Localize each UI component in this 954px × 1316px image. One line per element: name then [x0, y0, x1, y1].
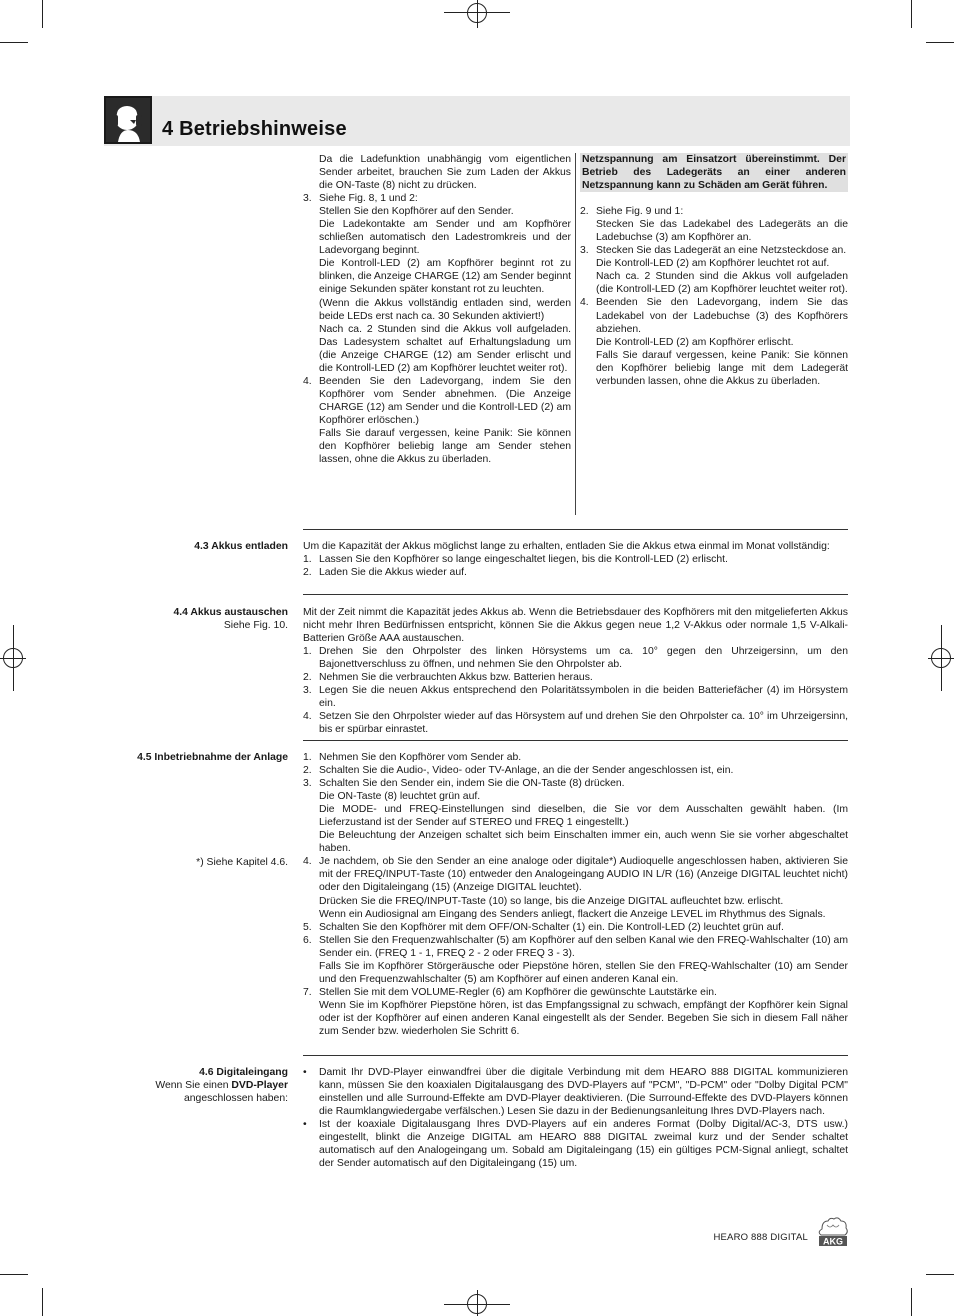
page-title: 4 Betriebshinweise	[162, 118, 347, 140]
akg-logo	[816, 1215, 850, 1249]
section-rule	[303, 740, 848, 741]
list-item: 5. Schalten Sie den Kopfhörer mit dem OFF/ON-Schalter (1) ein. Die Kontroll-LED (2) leuchtet grün auf.	[303, 921, 784, 933]
warning-box: Netzspannung am Einsatzort übereinstimmt. Der Betrieb des Ladegeräts an einer anderen Netzspannung kann zu Schäden am Gerät führen.	[582, 154, 846, 192]
list-item: • Ist der koaxiale Digitalausgang Ihres DVD-Players auf ein anderes Format (Dolby Digital/AC-3, DTS usw.) eingestellt, blinkt die Anzeige DIGITAL am HEARO 888 DIGITAL zweimal kurz und der Sender schaltet automatisch auf den Analogeingang um. Sobald am Digitaleingang (15) ein gültiges PCM-Signal anliegt, schaltet der Sender automatisch auf den Digitaleingang (15) um.	[303, 1119, 848, 1170]
list-item: 4. Beenden Sie den Ladevorgang, indem Sie das Ladekabel von der Ladebuchse (3) des Kopfhörers abziehen. Die Kontroll-LED (2) am Kopfhörer erlischt. Falls Sie darauf vergessen, keine Panik: Sie können den Kopfhörer beliebig lange mit dem Ladegerät verbunden lassen, ohne die Akkus zu überladen.	[580, 297, 848, 387]
section-rule	[303, 1055, 848, 1056]
list-item: 1. Nehmen Sie den Kopfhörer vom Sender ab.	[303, 752, 522, 763]
section-4-3-body: Um die Kapazität der Akkus möglichst lange zu erhalten, entladen Sie die Akkus etwa einmal im Monat vollständig: 1. Lassen Sie den Kopfhörer so lange eingeschaltet liegen, bis die Kontroll-LED (2) erlischt. 2. Laden Sie die Akkus wieder auf.	[303, 540, 848, 579]
list-item: 1. Lassen Sie den Kopfhörer so lange eingeschaltet liegen, bis die Kontroll-LED (2) erlischt.	[303, 554, 728, 566]
intro-paragraph: Da die Ladefunktion unabhängig vom eigentlichen Sender arbeitet, brauchen Sie zum Laden der Akkus die ON-Taste (8) nicht zu drücken.	[319, 154, 571, 192]
footnote-reference: *) Siehe Kapitel 4.6.	[196, 857, 288, 868]
left-column	[303, 153, 571, 466]
list-item: 3. Stecken Sie das Ladegerät an eine Netzsteckdose an. Die Kontroll-LED (2) am Kopfhörer leuchtet rot auf. Nach ca. 2 Stunden sind die Akkus voll aufgeladen (die Kontroll-LED (2) am Kopfhörer leuchtet weiter rot).	[580, 245, 848, 296]
section-heading-4-3: 4.3 Akkus entladen	[194, 541, 288, 552]
section-heading-4-6: 4.6 Digitaleingang Wenn Sie einen DVD-Player angeschlossen haben:	[155, 1067, 288, 1104]
list-item: 1. Drehen Sie den Ohrpolster des linken Hörsystems um ca. 10° gegen den Uhrzeigersinn, um den Bajonettverschluss zu öffnen, und nehmen Sie den Ohrpolster ab.	[303, 646, 848, 671]
section-rule	[303, 594, 848, 595]
list-item: • Damit Ihr DVD-Player einwandfrei über die digitale Verbindung mit dem HEARO 888 DIGITAL kommunizieren kann, müssen Sie den koaxialen Digitalausgang des DVD-Players auf "PCM", "D-PCM" oder "Dolby Digital PCM" einstellen und alle Surround-Effekte am DVD-Player deaktivieren. (Die Surround-Effekte des DVD-Players können die Raumklangwiedergabe verfälschen.) Lesen Sie dazu in der Bedienungsanleitung Ihres DVD-Players nach.	[303, 1067, 848, 1118]
right-column	[580, 153, 848, 388]
list-item: 4. Beenden Sie den Ladevorgang, indem Sie den Kopfhörer vom Sender abnehmen. (Die Anzeige CHARGE (12) am Sender und die Kontroll-LED (2) am Kopfhörer erlöschen.) Falls Sie darauf vergessen, keine Panik: Sie können den Kopfhörer beliebig lange am Sender stehen lassen, ohne die Akkus zu überladen.	[303, 375, 571, 466]
list-item: 2. Laden Sie die Akkus wieder auf.	[303, 567, 467, 579]
list-item: 2. Nehmen Sie die verbrauchten Akkus bzw. Batterien heraus.	[303, 672, 593, 684]
list-item: 3. Siehe Fig. 8, 1 und 2: Stellen Sie den Kopfhörer auf den Sender. Die Ladekontakte am Sender und am Kopfhörer schließen automatisch den Ladestromkreis und der Ladevorgang beginnt. Die Kontroll-LED (2) am Kopfhörer beginnt rot zu blinken, die Anzeige CHARGE (12) am Sender beginnt einige Sekunden später konstant rot zu leuchten. (Wenn die Akkus vollständig entladen sind, werden beide LEDs erst nach ca. 30 Sekunden aktiviert!) Nach ca. 2 Stunden sind die Akkus voll aufgeladen. Das Ladesystem schaltet auf Erhaltungsladung um (die Anzeige CHARGE (12) am Sender erlischt und die Kontroll-LED (2) am Kopfhörer leuchtet weiter rot).	[303, 193, 571, 374]
list-item: 4. Je nachdem, ob Sie den Sender an eine analoge oder digitale*) Audioquelle angeschlossen haben, aktivieren Sie mit der FREQ/INPUT-Taste (10) entweder den Analogeingang AUDIO IN L/R (16) (Anzeige DIGITAL leuchtet nicht) oder den Digitaleingang (15) (Anzeige DIGITAL leuchtet). Drücken Sie die FREQ/INPUT-Taste (10) so lange, bis die Anzeige DIGITAL aufleuchtet bzw. erlischt. Wenn ein Audiosignal am Eingang des Senders anliegt, flackert die Anzeige LEVEL im Rhythmus des Signals.	[303, 856, 848, 920]
list-item: 2. Siehe Fig. 9 und 1: Stecken Sie das Ladekabel des Ladegeräts an die Ladebuchse (3) am Kopfhörer an.	[580, 206, 848, 244]
column-divider	[575, 153, 576, 515]
svg-text:AKG: AKG	[823, 1236, 843, 1247]
headphone-user-icon	[104, 96, 152, 144]
section-heading-4-4: 4.4 Akkus austauschen Siehe Fig. 10.	[173, 607, 288, 631]
section-4-6-body	[303, 1066, 848, 1170]
section-4-5-body	[303, 751, 848, 1038]
list-item: 6. Stellen Sie den Frequenzwahlschalter (5) am Kopfhörer auf den selben Kanal wie den FREQ-Wahlschalter (10) am Sender ein. (FREQ 1 - 1, FREQ 2 - 2 oder FREQ 3 - 3). Falls Sie im Kopfhörer Störgeräusche oder Piepstöne hören, stellen Sie den FREQ-Wahlschalter (10) am Sender und den Frequenzwahlschalter (5) am Kopfhörer auf einen anderen Kanal ein.	[303, 934, 848, 985]
list-item: 2. Schalten Sie die Audio-, Video- oder TV-Anlage, an die der Sender angeschlossen ist, ein.	[303, 765, 734, 777]
list-item: 7. Stellen Sie mit dem VOLUME-Regler (6) am Kopfhörer die gewünschte Lautstärke ein. Wenn Sie im Kopfhörer Piepstöne hören, ist das Empfangssignal zu schwach, empfängt der Kopfhörer kein Signal oder ist der Kopfhörer auf einen anderen Kanal eingestellt als der Sender. Begeben Sie sich in diesem Fall näher zum Sender bzw. wiederholen Sie Schritt 6.	[303, 986, 848, 1037]
list-item: 4. Setzen Sie den Ohrpolster wieder auf das Hörsystem auf und drehen Sie den Ohrpolster ca. 10° im Uhrzeigersinn, bis er spürbar einrastet.	[303, 711, 848, 736]
footer-product-name: HEARO 888 DIGITAL	[713, 1232, 808, 1243]
list-item: 3. Schalten Sie den Sender ein, indem Sie die ON-Taste (8) drücken. Die ON-Taste (8) leuchtet grün auf. Die MODE- und FREQ-Einstellungen sind dieselben, die Sie vor dem Ausschalten gewählt haben. (Im Lieferzustand ist der Sender auf STEREO und FREQ 1 eingestellt.) Die Beleuchtung der Anzeigen schaltet sich beim Einschalten immer ein, auch wenn Sie sie vorher abgeschaltet haben.	[303, 778, 848, 855]
list-item: 3. Legen Sie die neuen Akkus entsprechend den Polaritätssymbolen in die beiden Batteriefächer (4) im Hörsystem ein.	[303, 685, 848, 710]
section-4-4-body: Mit der Zeit nimmt die Kapazität jedes Akkus ab. Wenn die Betriebsdauer des Kopfhörers mit den mitgelieferten Akkus nicht mehr Ihren Bedürfnissen entspricht, können Sie die Akkus gegen neue 1,2 V-Akkus oder normale 1,5 V-Alkali-Batterien Größe AAA austauschen. 1. Drehen Sie den Ohrpolster des linken Hörsystems um ca. 10° gegen den Uhrzeigersinn, um den Bajonettverschluss zu öffnen, und nehmen Sie den Ohrpolster ab. 2. Nehmen Sie die verbrauchten Akkus bzw. Batterien heraus. 3. Legen Sie die neuen Akkus entsprechend den Polaritätssymbolen in die beiden Batteriefächer (4) im Hörsystem ein. 4. Setzen Sie den Ohrpolster wieder auf das Hörsystem auf und drehen Sie den Ohrpolster ca. 10° im Uhrzeigersinn, bis er spürbar einrastet.	[303, 607, 848, 736]
section-heading-4-5: 4.5 Inbetriebnahme der Anlage	[137, 752, 288, 763]
section-rule	[303, 529, 848, 530]
